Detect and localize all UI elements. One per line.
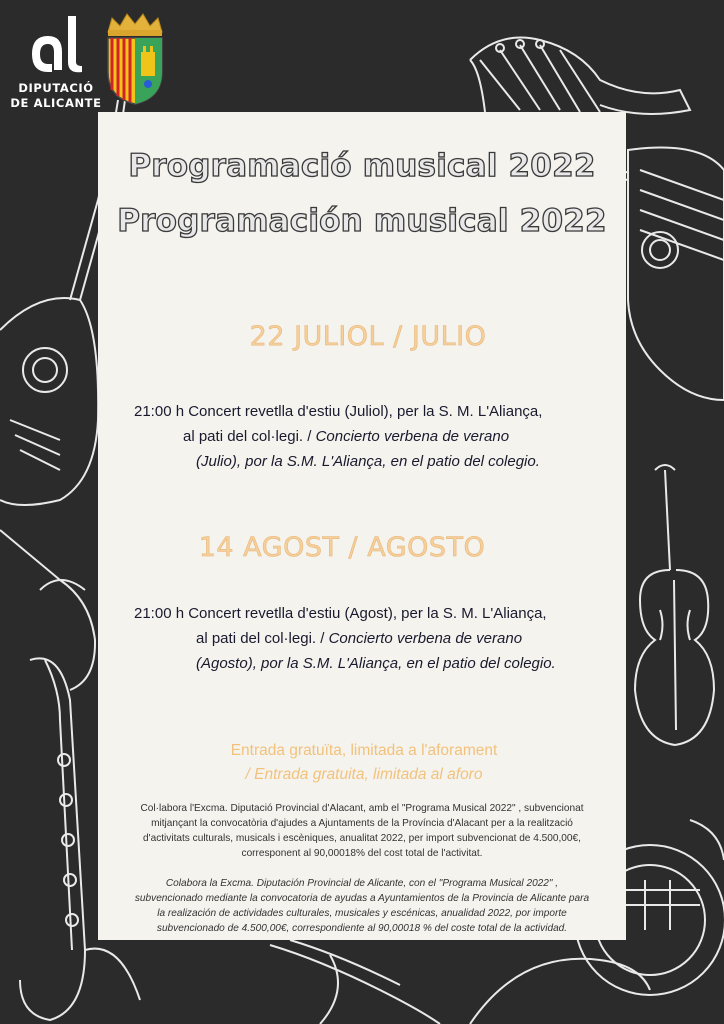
event1-date-heading: 22 JULIOL / JULIO [249, 321, 487, 352]
funding-note-valencian [100, 801, 624, 861]
logo-text-line2: DE ALICANTE [10, 96, 102, 110]
funding-note-line: subvencionado mediante la convocatoria de ayudas a Ayuntamientos de la Provincia de Alicante para [134, 893, 590, 904]
page-title-spanish: Programación musical 2022 [117, 203, 607, 239]
event2-line2-plain: al pati del col·legi. / [196, 630, 329, 647]
funding-note-line: la realización de actividades culturales, musicales y escénicas, anualidad 2022, por importe [157, 908, 567, 919]
funding-note-line: corresponent al 90,00018% del cost total de l'activitat. [241, 848, 483, 859]
event1-line3: (Julio), por la S.M. L'Aliança, en el patio del colegio. [196, 453, 540, 470]
event1-line2 [183, 428, 509, 445]
event2-line2 [196, 630, 522, 647]
violin-icon [635, 465, 714, 745]
event1-line2-plain: al pati del col·legi. / [183, 428, 316, 445]
event1-line1: 21:00 h Concert revetlla d'estiu (Juliol), per la S. M. L'Aliança, [134, 403, 543, 420]
harp-icon [470, 38, 690, 115]
funding-note-line: Colabora la Excma. Diputación Provincial de Alicante, con el "Programa Musical 2022" , [165, 878, 559, 889]
event2-line2-italic: Concierto verbena de verano [328, 630, 523, 647]
logo-text-line1: DIPUTACIÓ [18, 81, 94, 95]
page-title-valencian: Programació musical 2022 [128, 148, 596, 184]
diputacion-logo-icon [28, 14, 84, 76]
funding-note-spanish [100, 876, 624, 936]
funding-note-line: Col·labora l'Excma. Diputació Provincial d'Alacant, amb el "Programa Musical 2022" , subvencionat [140, 803, 584, 814]
event2-line1: 21:00 h Concert revetlla d'estiu (Agost), per la S. M. L'Aliança, [134, 605, 547, 622]
zither-icon [614, 148, 724, 401]
violin-icon [270, 940, 440, 1024]
coat-of-arms-icon [100, 10, 170, 106]
event2-line3: (Agosto), por la S.M. L'Aliança, en el patio del colegio. [196, 655, 556, 672]
event2-date-heading: 14 AGOST / AGOSTO [198, 532, 486, 563]
event1-line2-italic: Concierto verbena de verano [315, 428, 510, 445]
funding-note-line: d'activitats culturals, musicals i escèniques, anualitat 2022, per import subvencionat de 4.500,00€, [143, 833, 581, 844]
free-entry-spanish: / Entrada gratuita, limitada al aforo [245, 766, 483, 783]
funding-note-line: mitjançant la convocatòria d'ajudes a Ajuntaments de la Província d'Alacant per a la realització [151, 818, 573, 829]
diputacion-logo [10, 14, 102, 114]
funding-note-line: subvencionado de 4.500,00€, correspondiente al 90,00018 % del coste total de la actividad. [156, 923, 568, 934]
free-entry-valencian: Entrada gratuïta, limitada a l'aforament [230, 742, 498, 759]
